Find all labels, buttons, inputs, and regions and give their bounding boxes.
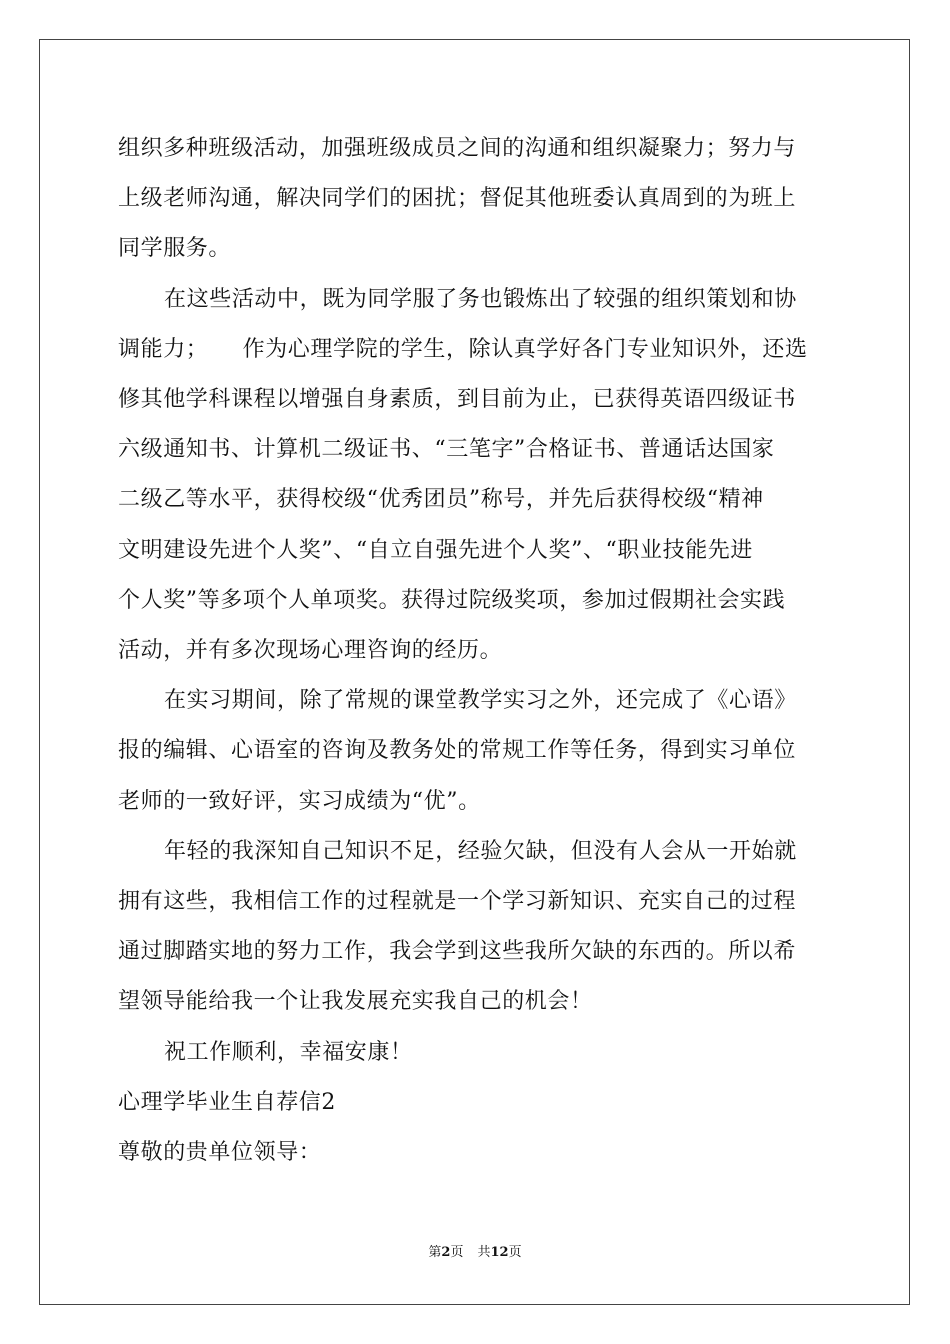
text-line: 组织多种班级活动，加强班级成员之间的沟通和组织凝聚力；努力与 bbox=[118, 136, 797, 161]
text-line: 望领导能给我一个让我发展充实我自己的机会！ bbox=[118, 989, 593, 1015]
footer-page-number: 2 bbox=[441, 1245, 451, 1260]
text-line: 尊敬的贵单位领导： bbox=[118, 1140, 322, 1165]
text-line: 在实习期间，除了常规的课堂教学实习之外，还完成了《心语》 bbox=[164, 688, 797, 714]
text-line: 在这些活动中，既为同学服了务也锻炼出了较强的组织策划和协 bbox=[164, 286, 797, 312]
text-line: 拥有这些，我相信工作的过程就是一个学习新知识、充实自己的过程 bbox=[118, 889, 797, 914]
footer-total-suffix: 页 bbox=[508, 1245, 522, 1260]
text-line: 祝工作顺利，幸福安康！ bbox=[164, 1039, 413, 1065]
footer-total-pages: 12 bbox=[490, 1245, 509, 1260]
text-line: 二级乙等水平，获得校级“优秀团员”称号，并先后获得校级“精神 bbox=[118, 487, 764, 513]
text-line: 文明建设先进个人奖”、“自立自强先进个人奖”、“职业技能先进 bbox=[118, 537, 753, 563]
text-line: 报的编辑、心语室的咨询及教务处的常规工作等任务，得到实习单位 bbox=[118, 738, 797, 764]
page-footer bbox=[0, 1243, 950, 1263]
text-line: 老师的一致好评，实习成绩为“优”。 bbox=[118, 788, 481, 814]
footer-page-prefix: 第 bbox=[428, 1245, 442, 1260]
footer-total-prefix: 共 bbox=[477, 1245, 491, 1260]
text-line: 通过脚踏实地的努力工作，我会学到这些我所欠缺的东西的。所以希 bbox=[118, 939, 797, 965]
text-line: 年轻的我深知自己知识不足，经验欠缺，但没有人会从一开始就 bbox=[164, 838, 797, 864]
text-line: 同学服务。 bbox=[118, 236, 232, 262]
text-line: 个人奖”等多项个人单项奖。获得过院级奖项，参加过假期社会实践 bbox=[118, 587, 786, 613]
text-line: 上级老师沟通，解决同学们的困扰；督促其他班委认真周到的为班上 bbox=[118, 186, 797, 212]
text-line: 心理学毕业生自荐信2 bbox=[118, 1089, 336, 1115]
text-line: 修其他学科课程以增强自身素质，到目前为止，已获得英语四级证书 bbox=[118, 387, 797, 412]
text-line: 六级通知书、计算机二级证书、“三笔字”合格证书、普通话达国家 bbox=[118, 437, 775, 463]
text-line: 调能力； 作为心理学院的学生，除认真学好各门专业知识外，还选 bbox=[118, 336, 808, 362]
footer-page-suffix: 页 bbox=[450, 1245, 464, 1260]
text-line: 活动，并有多次现场心理咨询的经历。 bbox=[118, 638, 503, 663]
